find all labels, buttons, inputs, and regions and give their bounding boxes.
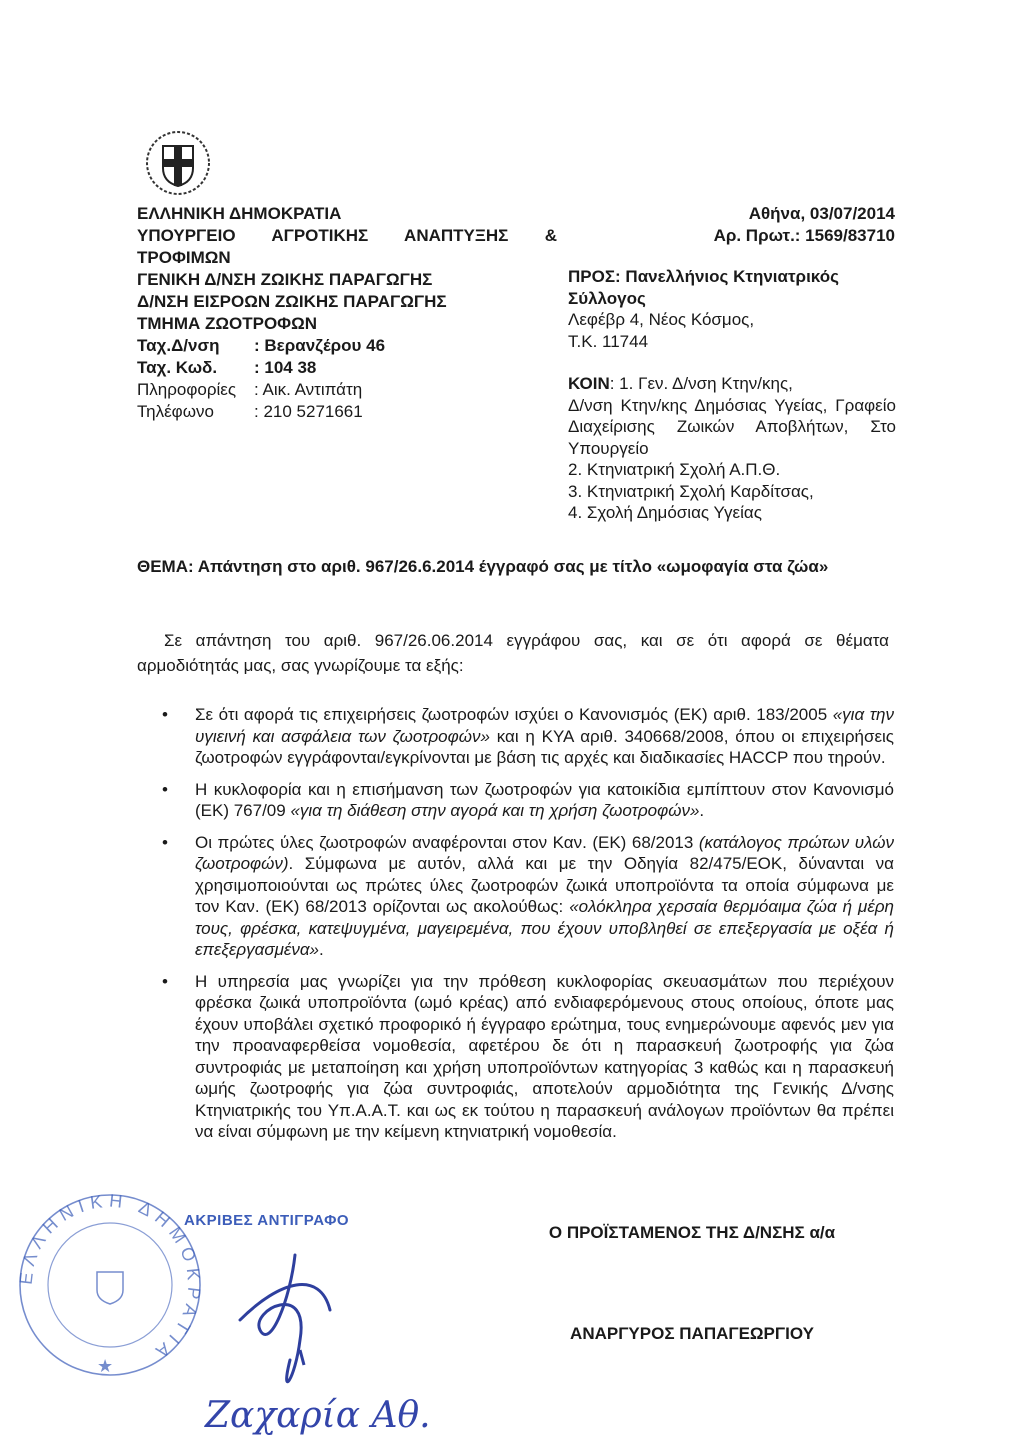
stamp-ring-text: ΕΛΛΗΝΙΚΗ ΔΗΜΟΚΡΑΤΙΑ	[15, 1190, 205, 1366]
bullet-list	[137, 704, 894, 1153]
org-line: ΤΜΗΜΑ ΖΩΟΤΡΟΦΩΝ	[137, 314, 318, 333]
contact-row: Πληροφορίες : Αικ. Αντιπάτη	[137, 380, 363, 399]
list-item: • Οι πρώτες ύλες ζωοτροφών αναφέρονται στον Καν. (ΕΚ) 68/2013 (κατάλογος πρώτων υλών ζωοτροφών). Σύμφωνα με αυτόν, αλλά και με την Οδηγία 82/475/ΕΟΚ, δύνανται να χρησιμοποιούνται ως πρώτες ύλες ζωοτροφών ζωικά υποπροϊόντα τα οποία σύμφωνα με τον Καν. (ΕΚ) 68/2013 ορίζονται ως ακολούθως: «ολόκληρα χερσαία θερμόαιμα ζώα ή μέρη τους, φρέσκα, κατεψυγμένα, μαγειρεμένα, που έχουν υποβληθεί σε επεξεργασία με οξέα ή επεξεργασμένα».	[137, 832, 894, 961]
org-line: ΕΛΛΗΝΙΚΗ ΔΗΜΟΚΡΑΤΙΑ	[137, 204, 342, 223]
contact-row: Τηλέφωνο : 210 5271661	[137, 402, 363, 421]
protocol-number: Αρ. Πρωτ.: 1569/83710	[713, 226, 895, 245]
svg-text:★: ★	[97, 1356, 114, 1376]
subject-line: ΘΕΜΑ: Απάντηση στο αριθ. 967/26.6.2014 έγγραφό σας με τίτλο «ωμοφαγία στα ζώα»	[137, 557, 829, 576]
contact-row: Ταχ. Κωδ. : 104 38	[137, 358, 317, 377]
koin-line: ΚΟΙΝ: 1. Γεν. Δ/νση Κτην/κης,	[568, 374, 793, 393]
recipient-block	[568, 266, 896, 524]
signer-name: ΑΝΑΡΓΥΡΟΣ ΠΑΠΑΓΕΩΡΓΙΟΥ	[570, 1324, 814, 1343]
list-item: • Σε ότι αφορά τις επιχειρήσεις ζωοτροφών ισχύει ο Κανονισμός (ΕΚ) αριθ. 183/2005 «για την υγιεινή και ασφάλεια των ζωοτροφών» και η ΚΥΑ αριθ. 340668/2008, όπου οι επιχειρήσεις ζωοτροφών εγγράφονται/εγκρίνονται με βάση τις αρχές και διαδικασίες HACCP που τηρούν.	[137, 704, 894, 769]
koin-item: 3. Κτηνιατρική Σχολή Καρδίτσας,	[568, 481, 814, 501]
svg-text:ΕΛΛΗΝΙΚΗ ΔΗΜΟΚΡΑΤΙΑ	[16, 1191, 205, 1366]
koin-item: 4. Σχολή Δημόσιας Υγείας	[568, 503, 762, 522]
handwritten-name: Ζαχαρία Αθ.	[205, 1395, 431, 1436]
koin-item: 2. Κτηνιατρική Σχολή Α.Π.Θ.	[568, 460, 781, 479]
place-date: Αθήνα, 03/07/2014	[748, 204, 895, 223]
official-round-stamp	[15, 1180, 205, 1390]
intro-paragraph: Σε απάντηση του αριθ. 967/26.06.2014 εγγράφου σας, και σε ότι αφορά σε θέματα αρμοδιότητάς μας, σας γνωρίζουμε τα εξής:	[137, 631, 889, 675]
signer-title: Ο ΠΡΟΪΣΤΑΜΕΝΟΣ ΤΗΣ Δ/ΝΣΗΣ α/α	[548, 1223, 836, 1242]
coat-of-arms-emblem	[143, 128, 213, 198]
list-item: • Η υπηρεσία μας γνωρίζει για την πρόθεση κυκλοφορίας σκευασμάτων που περιέχουν φρέσκα ζωικά υποπροϊόντα (ωμό κρέας) από ενδιαφερόμενους στους οποίους, όποτε μας έχουν υποβάλει σχετικό προφορικό ή έγγραφο ερώτημα, τους ενημερώνουμε αφενός μεν για την προαναφερθείσα νομοθεσία, αφετέρου δε ότι η παρασκευή ζωοτροφής για ζώα συντροφιάς με μεταποίηση και χρήση υποπροϊόντων κατηγορίας 3 καθώς και η παρασκευή ωμής ζωοτροφής για ζώα συντροφιάς, αποτελούν αρμοδιότητα της Γενικής Δ/νσης Κτηνιατρικής του Υπ.Α.Α.Τ. και ως εκ τούτου η παρασκευή ανάλογων προϊόντων θα πρέπει να είναι σύμφωνη με την κείμενη κτηνιατρική νομοθεσία.	[137, 971, 894, 1143]
contact-row: Ταχ.Δ/νση : Βερανζέρου 46	[137, 336, 386, 355]
list-item: • Η κυκλοφορία και η επισήμανση των ζωοτροφών για κατοικίδια εμπίπτουν στον Κανονισμό (ΕΚ) 767/09 «για τη διάθεση στην αγορά και τη χρήση ζωοτροφών».	[137, 779, 894, 822]
org-line: Δ/ΝΣΗ ΕΙΣΡΟΩΝ ΖΩΙΚΗΣ ΠΑΡΑΓΩΓΗΣ	[137, 292, 447, 311]
org-line: ΓΕΝΙΚΗ Δ/ΝΣΗ ΖΩΙΚΗΣ ΠΑΡΑΓΩΓΗΣ	[137, 270, 433, 289]
org-line: ΥΠΟΥΡΓΕΙΟ ΑΓΡΟΤΙΚΗΣ ΑΝΑΠΤΥΞΗΣ & ΤΡΟΦΙΜΩΝ	[137, 226, 557, 267]
date-protocol-block	[680, 203, 895, 247]
koin-item: Δ/νση Κτην/κης Δημόσιας Υγείας, Γραφείο Διαχείρισης Ζωικών Αποβλήτων, Στο Υπουργείο	[568, 395, 896, 458]
sender-block	[137, 203, 577, 423]
certified-copy-stamp: ΑΚΡΙΒΕΣ ΑΝΤΙΓΡΑΦΟ	[184, 1212, 350, 1229]
recipient-address: Λεφέβρ 4, Νέος Κόσμος,	[568, 310, 755, 329]
recipient-to: ΠΡΟΣ: Πανελλήνιος Κτηνιατρικός Σύλλογος	[568, 267, 839, 308]
recipient-postcode: Τ.Κ. 11744	[568, 331, 649, 351]
